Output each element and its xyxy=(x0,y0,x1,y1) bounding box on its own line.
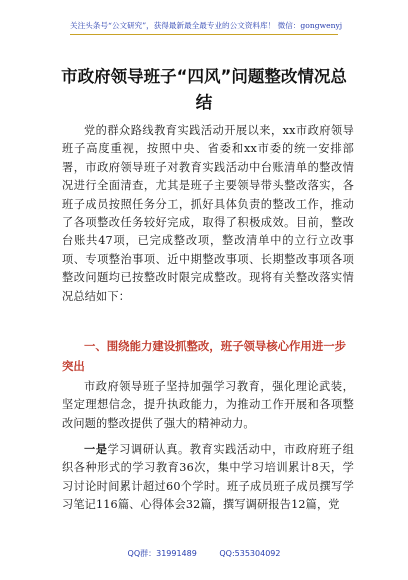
paragraph-lead: 一是 xyxy=(84,442,108,456)
paragraph-body: 学习调研认真。教育实践活动中，市政府班子组织各种形式的学习教育36次，集中学习培训累计8天，学习讨论时间累计超过60个学时。班子成员班子成员撰写学习笔记116篇、心得体会32篇，撰写调研报告12篇，党 xyxy=(62,443,354,512)
document-title: 市政府领导班子“四风”问题整改情况总结 xyxy=(61,67,347,112)
paragraph-section-1-intro: 市政府领导班子坚持加强学习教育，强化理论武装，坚定理想信念，提升执政能力，为推动工作开展和各项整改问题的整改提供了强大的精神动力。 xyxy=(62,380,354,430)
footer-qq-group: QQ群：31991489 xyxy=(127,549,197,558)
footer-qq: QQ:535304092 xyxy=(219,549,281,558)
footer xyxy=(0,548,408,559)
paragraph-intro: 党的群众路线教育实践活动开展以来，xx市政府领导班子高度重视，按照中央、省委和xx市委的统一安排部署，市政府领导班子对教育实践活动中台账清单的整改情况进行全面清查，尤其是班子主要领导带头整改落实，各班子成员按照任务分工，抓好具体负责的整改工作，推动了各项整改任务较好完成，取得了积极成效。目前，整改台账共47项，已完成整改项，整改清单中的立行立改事项、专项整治事项、近中期整改事项、长期整改事项各项整改问题均已按整改时限完成整改。现将有关整改落实情况总结如下： xyxy=(62,124,354,303)
paragraph-study-research xyxy=(62,440,354,515)
header-banner: 关注头条号“公文研究”，获得最新最全最专业的公文资料库！ 微信：gongwenyj xyxy=(70,20,338,35)
section-heading-1: 一、围绕能力建设抓整改，班子领导核心作用进一步突出 xyxy=(62,339,346,373)
